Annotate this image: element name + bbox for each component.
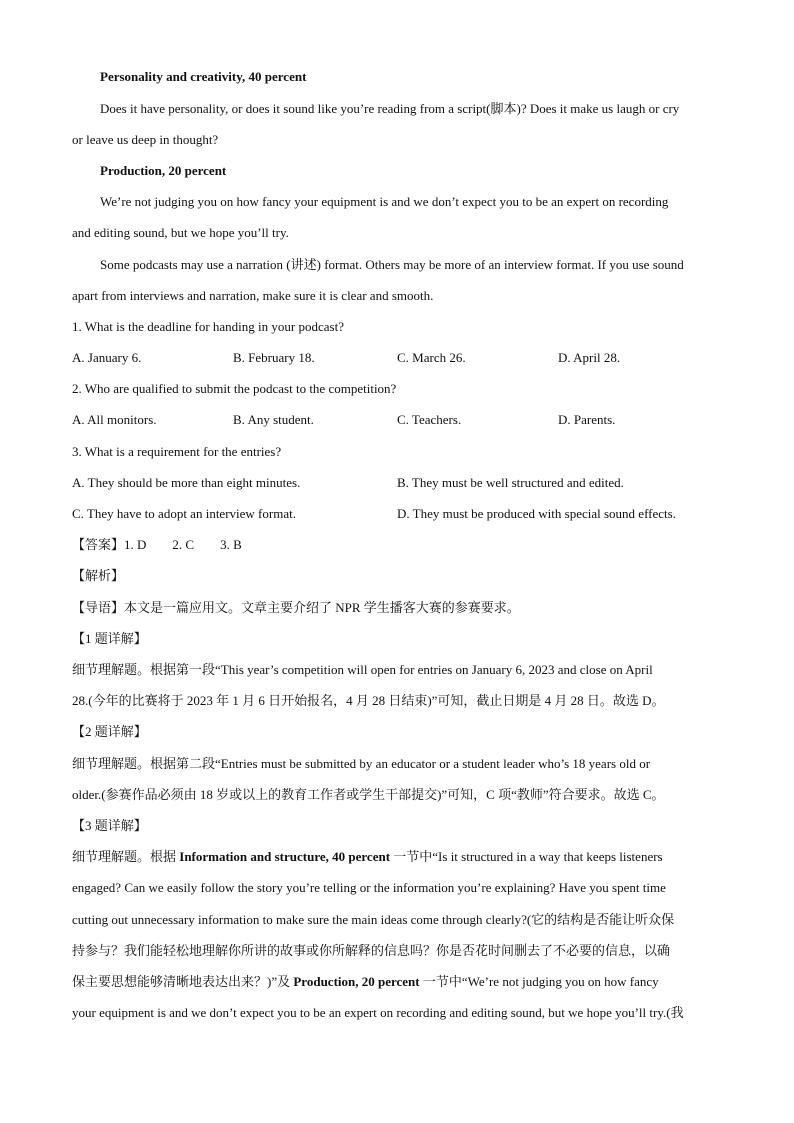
paragraph-line: Does it have personality, or does it sound like you’re reading from a script(脚本)? Does it make us laugh or cry: [100, 101, 680, 116]
option-1a: A. January 6.: [72, 350, 142, 365]
guide-label: 【导语】: [72, 600, 125, 615]
question-stem-2: 2. Who are qualified to submit the podcast to the competition?: [72, 381, 397, 396]
option-2a: A. All monitors.: [72, 412, 157, 427]
detail3-bold-section-name: Information and structure, 40 percent: [179, 849, 391, 864]
detail3-bold-section-name: Production, 20 percent: [293, 974, 420, 989]
detail1-label: 【1 题详解】: [72, 631, 147, 646]
answer-2: 2. C: [172, 537, 195, 552]
detail2-line: older.(参赛作品必须由 18 岁或以上的教育工作者或学生干部提交)”可知，C 项“教师”符合要求。故选 C。: [72, 787, 665, 802]
option-2d: D. Parents.: [558, 412, 616, 427]
detail1-line: 28.(今年的比赛将于 2023 年 1 月 6 日开始报名，4 月 28 日结束)”可知，截止日期是 4 月 28 日。故选 D。: [72, 693, 665, 708]
option-3c: C. They have to adopt an interview format.: [72, 506, 296, 521]
detail1-line: 细节理解题。根据第一段“This year’s competition will open for entries on January 6, 2023 and close on April: [72, 662, 653, 677]
section-heading-production: Production, 20 percent: [100, 163, 227, 178]
detail3-text: 细节理解题。根据: [72, 849, 180, 864]
option-1c: C. March 26.: [397, 350, 466, 365]
detail3-label: 【3 题详解】: [72, 818, 147, 833]
option-3d: D. They must be produced with special sound effects.: [397, 506, 676, 521]
detail3-text: 一节中“We’re not judging you on how fancy: [419, 974, 659, 989]
answer-1: 1. D: [124, 537, 147, 552]
answer-3: 3. B: [220, 537, 242, 552]
option-1b: B. February 18.: [233, 350, 315, 365]
question-stem-3: 3. What is a requirement for the entries?: [72, 444, 282, 459]
option-3b: B. They must be well structured and edited.: [397, 475, 624, 490]
option-2b: B. Any student.: [233, 412, 314, 427]
detail3-line: cutting out unnecessary information to make sure the main ideas come through clearly?(它的结构是否能让听众保: [72, 912, 675, 927]
paragraph-line: or leave us deep in thought?: [72, 132, 219, 147]
paragraph-line: apart from interviews and narration, make sure it is clear and smooth.: [72, 288, 434, 303]
paragraph-line: and editing sound, but we hope you’ll try.: [72, 225, 289, 240]
paragraph-line: We’re not judging you on how fancy your equipment is and we don’t expect you to be an expert on recording: [100, 194, 669, 209]
guide-line: [72, 599, 724, 617]
section-heading-personality: Personality and creativity, 40 percent: [100, 69, 307, 84]
answer-label: 【答案】: [72, 537, 125, 552]
analysis-label: 【解析】: [72, 568, 125, 583]
option-1d: D. April 28.: [558, 350, 621, 365]
detail3-line: [72, 848, 724, 866]
detail3-line: your equipment is and we don’t expect you to be an expert on recording and editing sound, but we hope you’ll try.(我: [72, 1005, 684, 1020]
detail3-line: 持参与？我们能轻松地理解你所讲的故事或你所解释的信息吗？你是否花时间删去了不必要的信息，以确: [72, 943, 671, 958]
detail3-text: 保主要思想能够清晰地表达出来？)”及: [72, 974, 294, 989]
detail3-text: 一节中“Is it structured in a way that keeps listeners: [390, 849, 663, 864]
option-2c: C. Teachers.: [397, 412, 462, 427]
guide-text: 本文是一篇应用文。文章主要介绍了 NPR 学生播客大赛的参赛要求。: [124, 600, 520, 615]
option-3a: A. They should be more than eight minutes.: [72, 475, 301, 490]
detail2-label: 【2 题详解】: [72, 724, 147, 739]
detail3-line: [72, 973, 724, 991]
question-stem-1: 1. What is the deadline for handing in your podcast?: [72, 319, 344, 334]
detail2-line: 细节理解题。根据第二段“Entries must be submitted by an educator or a student leader who’s 18 years old or: [72, 756, 651, 771]
answer-line: [72, 536, 724, 554]
detail3-line: engaged? Can we easily follow the story you’re telling or the information you’re explaining? Have you spent time: [72, 880, 666, 895]
paragraph-line: Some podcasts may use a narration (讲述) format. Others may be more of an interview format. If you use sound: [100, 257, 684, 272]
